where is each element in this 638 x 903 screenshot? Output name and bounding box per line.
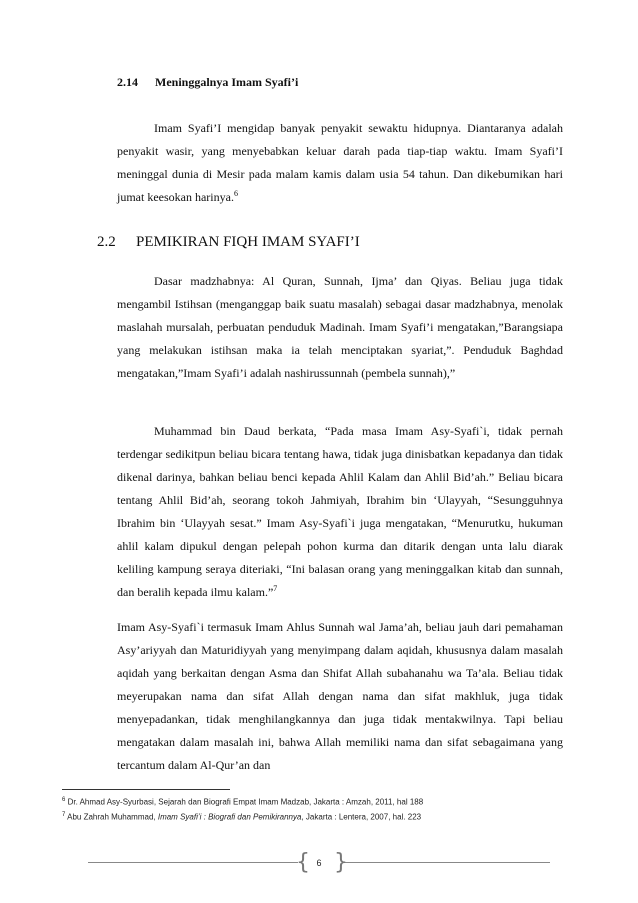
paragraph-text: Imam Asy-Syafi`i termasuk Imam Ahlus Sunnah wal Jama’ah, beliau jauh dari pemahaman Asy’ariyyah dan Maturidiyyah yang menyimpang dalam aqidah, khususnya dalam masalah aqidah yang berkaitan dengan Asma dan Shifat Allah subahanahu wa Ta’ala. Beliau tidak meyerupakan nama dan sifat Allah dengan nama dan sifat makhluk, juga tidak menyepadankan, tidak menghilangkannya dan juga tidak mentakwilnya. Tapi beliau mengatakan dalam masalah ini, bahwa Allah memiliki nama dan sifat sebagaimana yang tercantum dalam Al-Qur’an dan <box>117 620 563 772</box>
page-footer-line-right <box>345 862 550 863</box>
page-footer-line-left <box>88 862 298 863</box>
paragraph-muhammad-bin-daud <box>117 420 563 604</box>
section-title: PEMIKIRAN FIQH IMAM SYAFI’I <box>136 234 360 250</box>
paragraph-text: Imam Syafi’I mengidap banyak penyakit sewaktu hidupnya. Diantaranya adalah penyakit wasir, yang menyebabkan keluar darah pada tiap-tiap waktu. Imam Syafi’I meninggal dunia di Mesir pada malam kamis dalam usia 54 tahun. Dan dikebumikan hari jumat keesokan harinya. <box>117 121 563 204</box>
footnote-number: 6 <box>62 797 66 803</box>
footnote-text: Dr. Ahmad Asy-Syurbasi, Sejarah dan Biografi Empat Imam Madzab, Jakarta : Amzah, 2011, hal 188 <box>67 797 424 807</box>
section-title: Meninggalnya Imam Syafi’i <box>155 75 299 89</box>
paragraph-text: Dasar madzhabnya: Al Quran, Sunnah, Ijma’ dan Qiyas. Beliau juga tidak mengambil Istihsan (menganggap baik suatu masalah) sebagai dasar madzhabnya, menolak maslahah mursalah, perbuatan penduduk Madinah. Imam Syafi’i mengatakan,”Barangsiapa yang melakukan istihsan maka ia telah menciptakan syariat,”. Penduduk Baghdad mengatakan,”Imam Syafi’i adalah nashirussunnah (pembela sunnah),” <box>117 274 563 380</box>
paragraph-ahlus-sunnah <box>117 616 563 777</box>
footnote-text: Abu Zahrah Muhammad, <box>67 812 158 822</box>
footnote-ref[interactable]: 7 <box>273 584 278 593</box>
section-heading-2-14 <box>117 75 298 90</box>
section-number: 2.2 <box>97 234 116 250</box>
right-brace-ornament: } <box>334 850 348 875</box>
footnote-divider <box>62 789 230 790</box>
footnote-text-end: , Jakarta : Lentera, 2007, hal. 223 <box>301 812 422 822</box>
paragraph-death <box>117 117 563 209</box>
footnote-6 <box>62 797 423 807</box>
paragraph-madzhab <box>117 270 563 385</box>
footnote-number: 7 <box>62 812 66 818</box>
page-number: 6 <box>316 858 322 868</box>
left-brace-ornament: { <box>296 850 310 875</box>
footnote-ref[interactable]: 6 <box>233 189 238 198</box>
paragraph-text: Muhammad bin Daud berkata, “Pada masa Imam Asy-Syafi`i, tidak pernah terdengar sedikitpun beliau bicara tentang hawa, tidak juga dinisbatkan kepadanya dan tidak dikenal darinya, bahkan beliau benci kepada Ahlil Kalam dan Ahlil Bid’ah.” Beliau bicara tentang Ahlil Bid’ah, seorang tokoh Jahmiyah, Ibrahim bin ‘Ulayyah, “Sesungguhnya Ibrahim bin ‘Ulayyah sesat.” Imam Asy-Syafi`i juga mengatakan, “Menurutku, hukuman ahlil kalam dipukul dengan pelepah pohon kurma dan ditarik dengan unta lalu diarak keliling kampung seraya diteriaki, “Ini balasan orang yang meninggalkan kitab dan sunnah, dan beralih kepada ilmu kalam.” <box>117 424 563 599</box>
section-heading-2-2 <box>97 234 360 251</box>
footnote-7 <box>62 812 421 822</box>
section-number: 2.14 <box>117 75 138 89</box>
footnote-book-title: Imam Syafi’i : Biografi dan Pemikirannya <box>157 812 302 822</box>
